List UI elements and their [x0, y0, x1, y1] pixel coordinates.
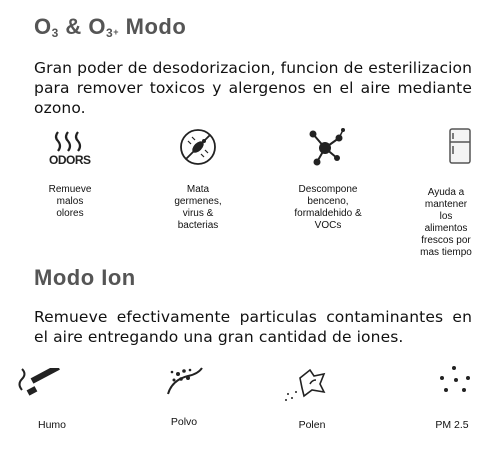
molecule-icon [305, 126, 347, 170]
feature-label-voc: Descompone benceno, formaldehido & VOCs [294, 184, 362, 231]
feature-label-dust: Polvo [170, 416, 198, 428]
ion-mode-title: Modo Ion [34, 265, 136, 290]
germ-icon [178, 127, 218, 167]
feature-label-fridge: Ayuda a mantener los alimentos frescos por mas tiempo [420, 187, 472, 258]
ozone-mode-description: Gran poder de desodorizacion, funcion de esterilizacion para remover toxicos y alergenos en el aire mediante ozono. [34, 59, 472, 117]
svg-text:ODORS: ODORS [49, 153, 91, 167]
feature-label-pollen: Polen [298, 419, 326, 431]
odors-icon [48, 130, 94, 168]
ion-mode-description: Remueve efectivamente particulas contaminantes en el aire entregando una gran cantidad de iones. [34, 308, 472, 346]
feature-label-odors: Remueve malos olores [48, 184, 92, 219]
fridge-icon [448, 128, 472, 164]
dust-icon [164, 366, 204, 396]
feature-label-pm25: PM 2.5 [435, 419, 469, 431]
feature-label-smoke: Humo [37, 419, 66, 431]
pollen-icon [284, 366, 328, 404]
ozone-mode-title: $O_3$ & $O_{3^+}$ Modo [34, 14, 187, 40]
feature-label-germs: Mata germenes, virus & bacterias [174, 184, 222, 231]
smoke-icon [14, 368, 64, 400]
pm25-icon [436, 364, 476, 394]
